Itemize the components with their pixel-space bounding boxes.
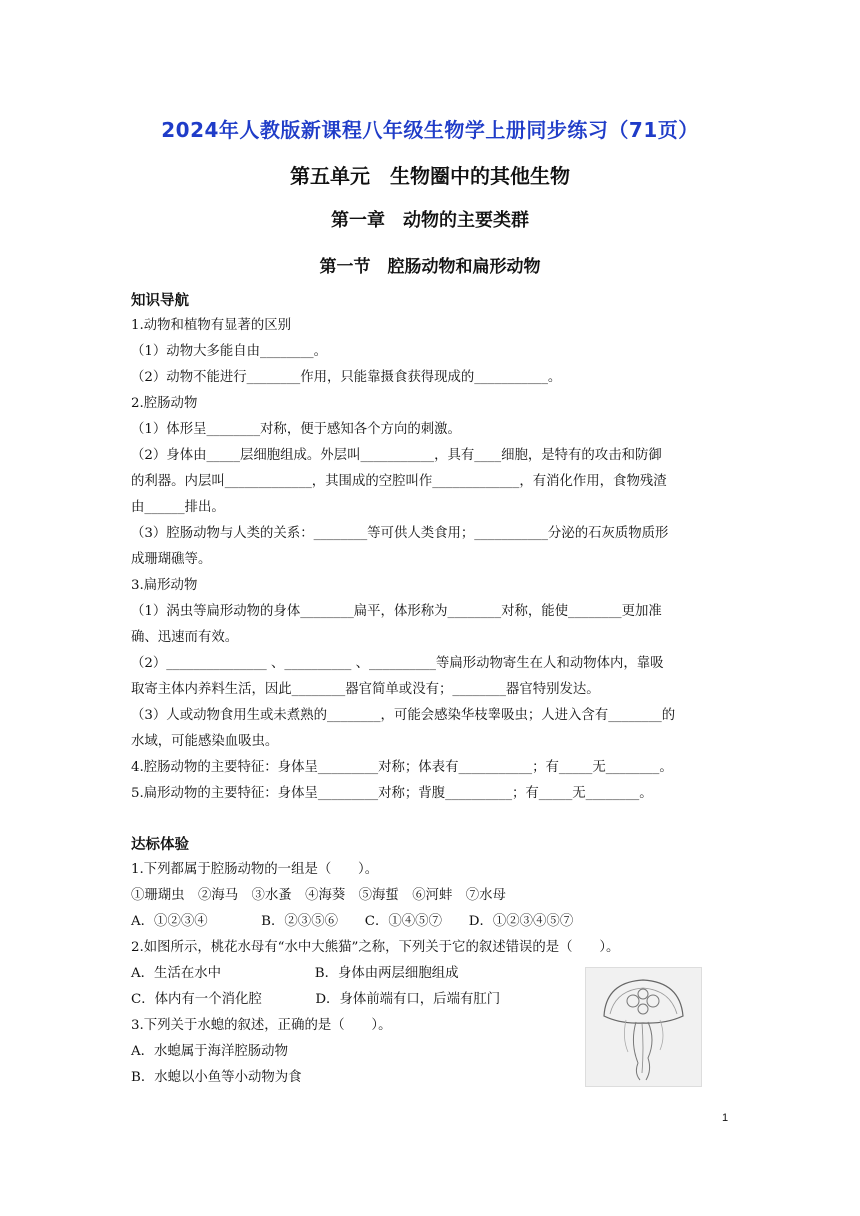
guide-line: 水域，可能感染血吸虫。 xyxy=(131,734,279,749)
guide-line: （2）身体由_____层细胞组成。外层叫___________，具有____细胞，是特有的攻击和防御 xyxy=(131,448,662,463)
guide-line: 3.扁形动物 xyxy=(131,578,198,593)
guide-line: 2.腔肠动物 xyxy=(131,396,198,411)
question-line: 2.如图所示，桃花水母有“水中大熊猫”之称，下列关于它的叙述错误的是（ ）。 xyxy=(131,940,620,955)
practice-heading: 达标体验 xyxy=(131,837,189,853)
document-title: 2024年人教版新课程八年级生物学上册同步练习（71页） xyxy=(161,118,699,142)
question-line: 3.下列关于水螅的叙述，正确的是（ ）。 xyxy=(131,1018,392,1033)
guide-line: （2）_______________ 、__________ 、__________等扁形动物寄生在人和动物体内，靠吸 xyxy=(131,656,664,671)
guide-line: 5.扁形动物的主要特征：身体呈_________对称；背腹__________；有_____无________。 xyxy=(131,786,653,801)
guide-heading: 知识导航 xyxy=(131,293,189,309)
page-number: 1 xyxy=(722,1112,729,1124)
question-line: B．水螅以小鱼等小动物为食 xyxy=(131,1070,302,1085)
chapter-heading: 第一章 动物的主要类群 xyxy=(331,210,529,231)
guide-line: 取寄主体内养料生活，因此________器官简单或没有；________器官特别发达。 xyxy=(131,682,600,697)
question-line: A．水螅属于海洋腔肠动物 xyxy=(131,1044,288,1059)
guide-line: （1）体形呈________对称，便于感知各个方向的刺激。 xyxy=(131,422,461,437)
unit-heading: 第五单元 生物圈中的其他生物 xyxy=(290,164,570,188)
guide-line: （2）动物不能进行________作用，只能靠摄食获得现成的___________。 xyxy=(131,370,562,385)
question-line: A．①②③④ B．②③⑤⑥ C．①④⑤⑦ D．①②③④⑤⑦ xyxy=(131,914,574,929)
guide-line: 由______排出。 xyxy=(131,500,225,515)
section-heading: 第一节 腔肠动物和扁形动物 xyxy=(319,257,541,277)
guide-line: 4.腔肠动物的主要特征：身体呈_________对称；体表有___________；有_____无________。 xyxy=(131,760,673,775)
jellyfish-image xyxy=(585,967,702,1087)
guide-line: （1）动物大多能自由________。 xyxy=(131,344,327,359)
question-line: C．体内有一个消化腔 D．身体前端有口，后端有肛门 xyxy=(131,992,501,1007)
guide-line: 成珊瑚礁等。 xyxy=(131,552,212,567)
question-line: ①珊瑚虫 ②海马 ③水蚤 ④海葵 ⑤海蜇 ⑥河蚌 ⑦水母 xyxy=(131,888,506,903)
guide-line: （3）人或动物食用生或未煮熟的________，可能会感染华枝睾吸虫；人进入含有________的 xyxy=(131,708,676,723)
question-line: A．生活在水中 B．身体由两层细胞组成 xyxy=(131,966,459,981)
guide-line: （3）腔肠动物与人类的关系：________等可供人类食用；___________分泌的石灰质物质形 xyxy=(131,526,669,541)
question-line: 1.下列都属于腔肠动物的一组是（ ）。 xyxy=(131,862,379,877)
guide-line: 1.动物和植物有显著的区别 xyxy=(131,318,292,333)
guide-line: （1）涡虫等扁形动物的身体________扁平，体形称为________对称，能使________更加准 xyxy=(131,604,662,619)
guide-line: 的利器。内层叫_____________，其围成的空腔叫作_____________，有消化作用，食物残渣 xyxy=(131,474,667,489)
guide-line: 确、迅速而有效。 xyxy=(131,630,239,645)
